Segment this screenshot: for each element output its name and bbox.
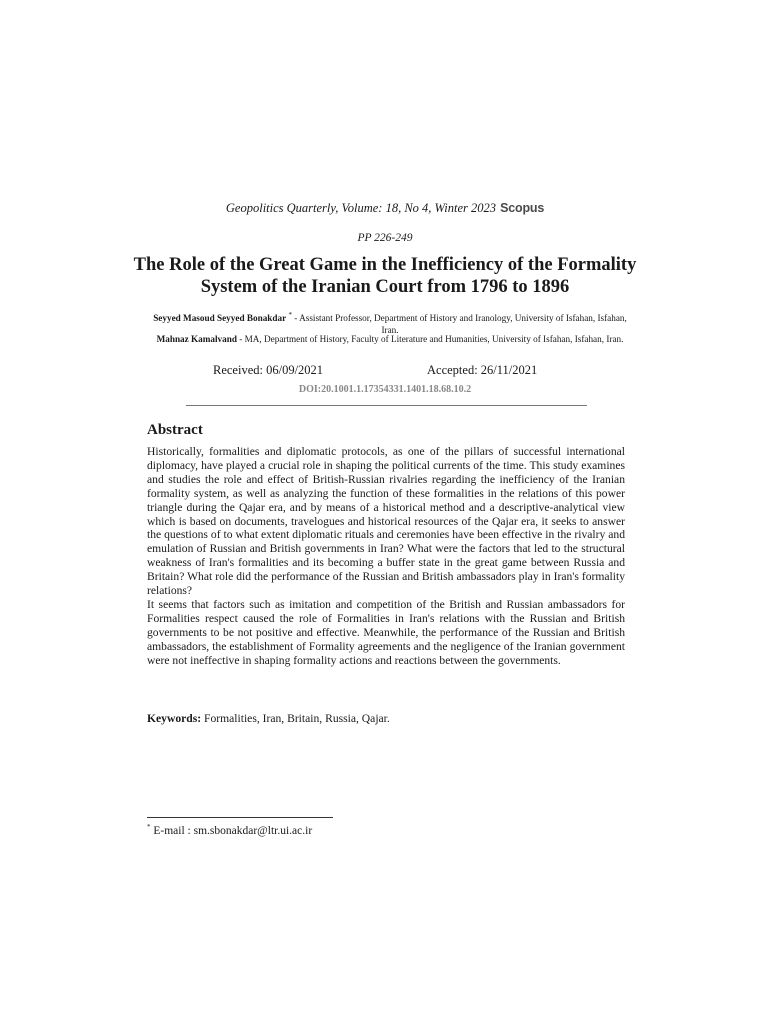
author-1-name: Seyyed Masoud Seyyed Bonakdar xyxy=(153,313,287,324)
journal-citation: Geopolitics Quarterly, Volume: 18, No 4, Winter 2023 xyxy=(225,201,497,215)
footnote-divider xyxy=(147,817,333,818)
abstract-heading: Abstract xyxy=(147,422,203,438)
footnote-mark: * xyxy=(147,823,151,831)
author-1 xyxy=(150,309,630,336)
footnote xyxy=(147,823,312,837)
abstract-body xyxy=(147,445,625,668)
abstract-paragraph-2: It seems that factors such as imitation and competition of the British and Russian ambassadors for Formalities respect caused the role of Formalities in Iran's relations with the Russian and British governments to be not positive and effective. Meanwhile, the performance of the Russian and British ambassadors, the establishment of Formality agreements and the negligence of the Iranian government were not ineffective in shaping formality actions and reactions between the governments. xyxy=(147,597,625,667)
header-divider xyxy=(186,405,587,406)
author-2 xyxy=(150,333,630,345)
journal-citation-line xyxy=(0,201,770,216)
accepted-date: Accepted: 26/11/2021 xyxy=(427,363,538,377)
footnote-email[interactable]: E-mail : sm.sbonakdar@ltr.ui.ac.ir xyxy=(153,824,313,837)
keywords xyxy=(147,712,625,725)
keywords-label: Keywords: xyxy=(147,712,202,725)
author-1-footnote-mark: * xyxy=(288,311,292,319)
received-date: Received: 06/09/2021 xyxy=(213,363,324,377)
page-range: PP 226-249 xyxy=(357,232,413,244)
author-2-name: Mahnaz Kamalvand xyxy=(156,334,237,344)
doi[interactable]: DOI:20.1001.1.17354331.1401.18.68.10.2 xyxy=(298,384,472,395)
abstract-paragraph-1: Historically, formalities and diplomatic protocols, as one of the pillars of successful international diplomacy, have played a crucial role in shaping the political currents of the time. This study examines and studies the role and effect of British-Russian rivalries regarding the inefficiency of the Iranian formality system, as well as analyzing the function of these formalities in the relations of this power triangle during the Qajar era, and by means of a historical method and a descriptive-analytical view which is based on documents, travelogues and historical resources of the Qajar era, it seeks to answer the questions of to what extent diplomatic rituals and ceremonies have been effective in the rivalry and emulation of Russian and British governments in Iran? What were the factors that led to the structural weakness of Iran's formalities and its becoming a buffer state in the great game between Russia and Britain? What role did the performance of the Russian and British ambassadors play in Iran's formality relations? xyxy=(147,445,625,598)
keywords-value: Formalities, Iran, Britain, Russia, Qajar. xyxy=(204,712,390,725)
author-1-affiliation: - Assistant Professor, Department of History and Iranology, University of Isfahan, Isfahan, Iran. xyxy=(294,313,627,336)
paper-title: The Role of the Great Game in the Inefficiency of the Formality System of the Iranian Court from 1796 to 1896 xyxy=(133,255,637,297)
author-2-affiliation: - MA, Department of History, Faculty of Literature and Humanities, University of Isfahan, Isfahan, Iran. xyxy=(239,334,624,344)
scopus-logo: Scopus xyxy=(500,201,545,215)
